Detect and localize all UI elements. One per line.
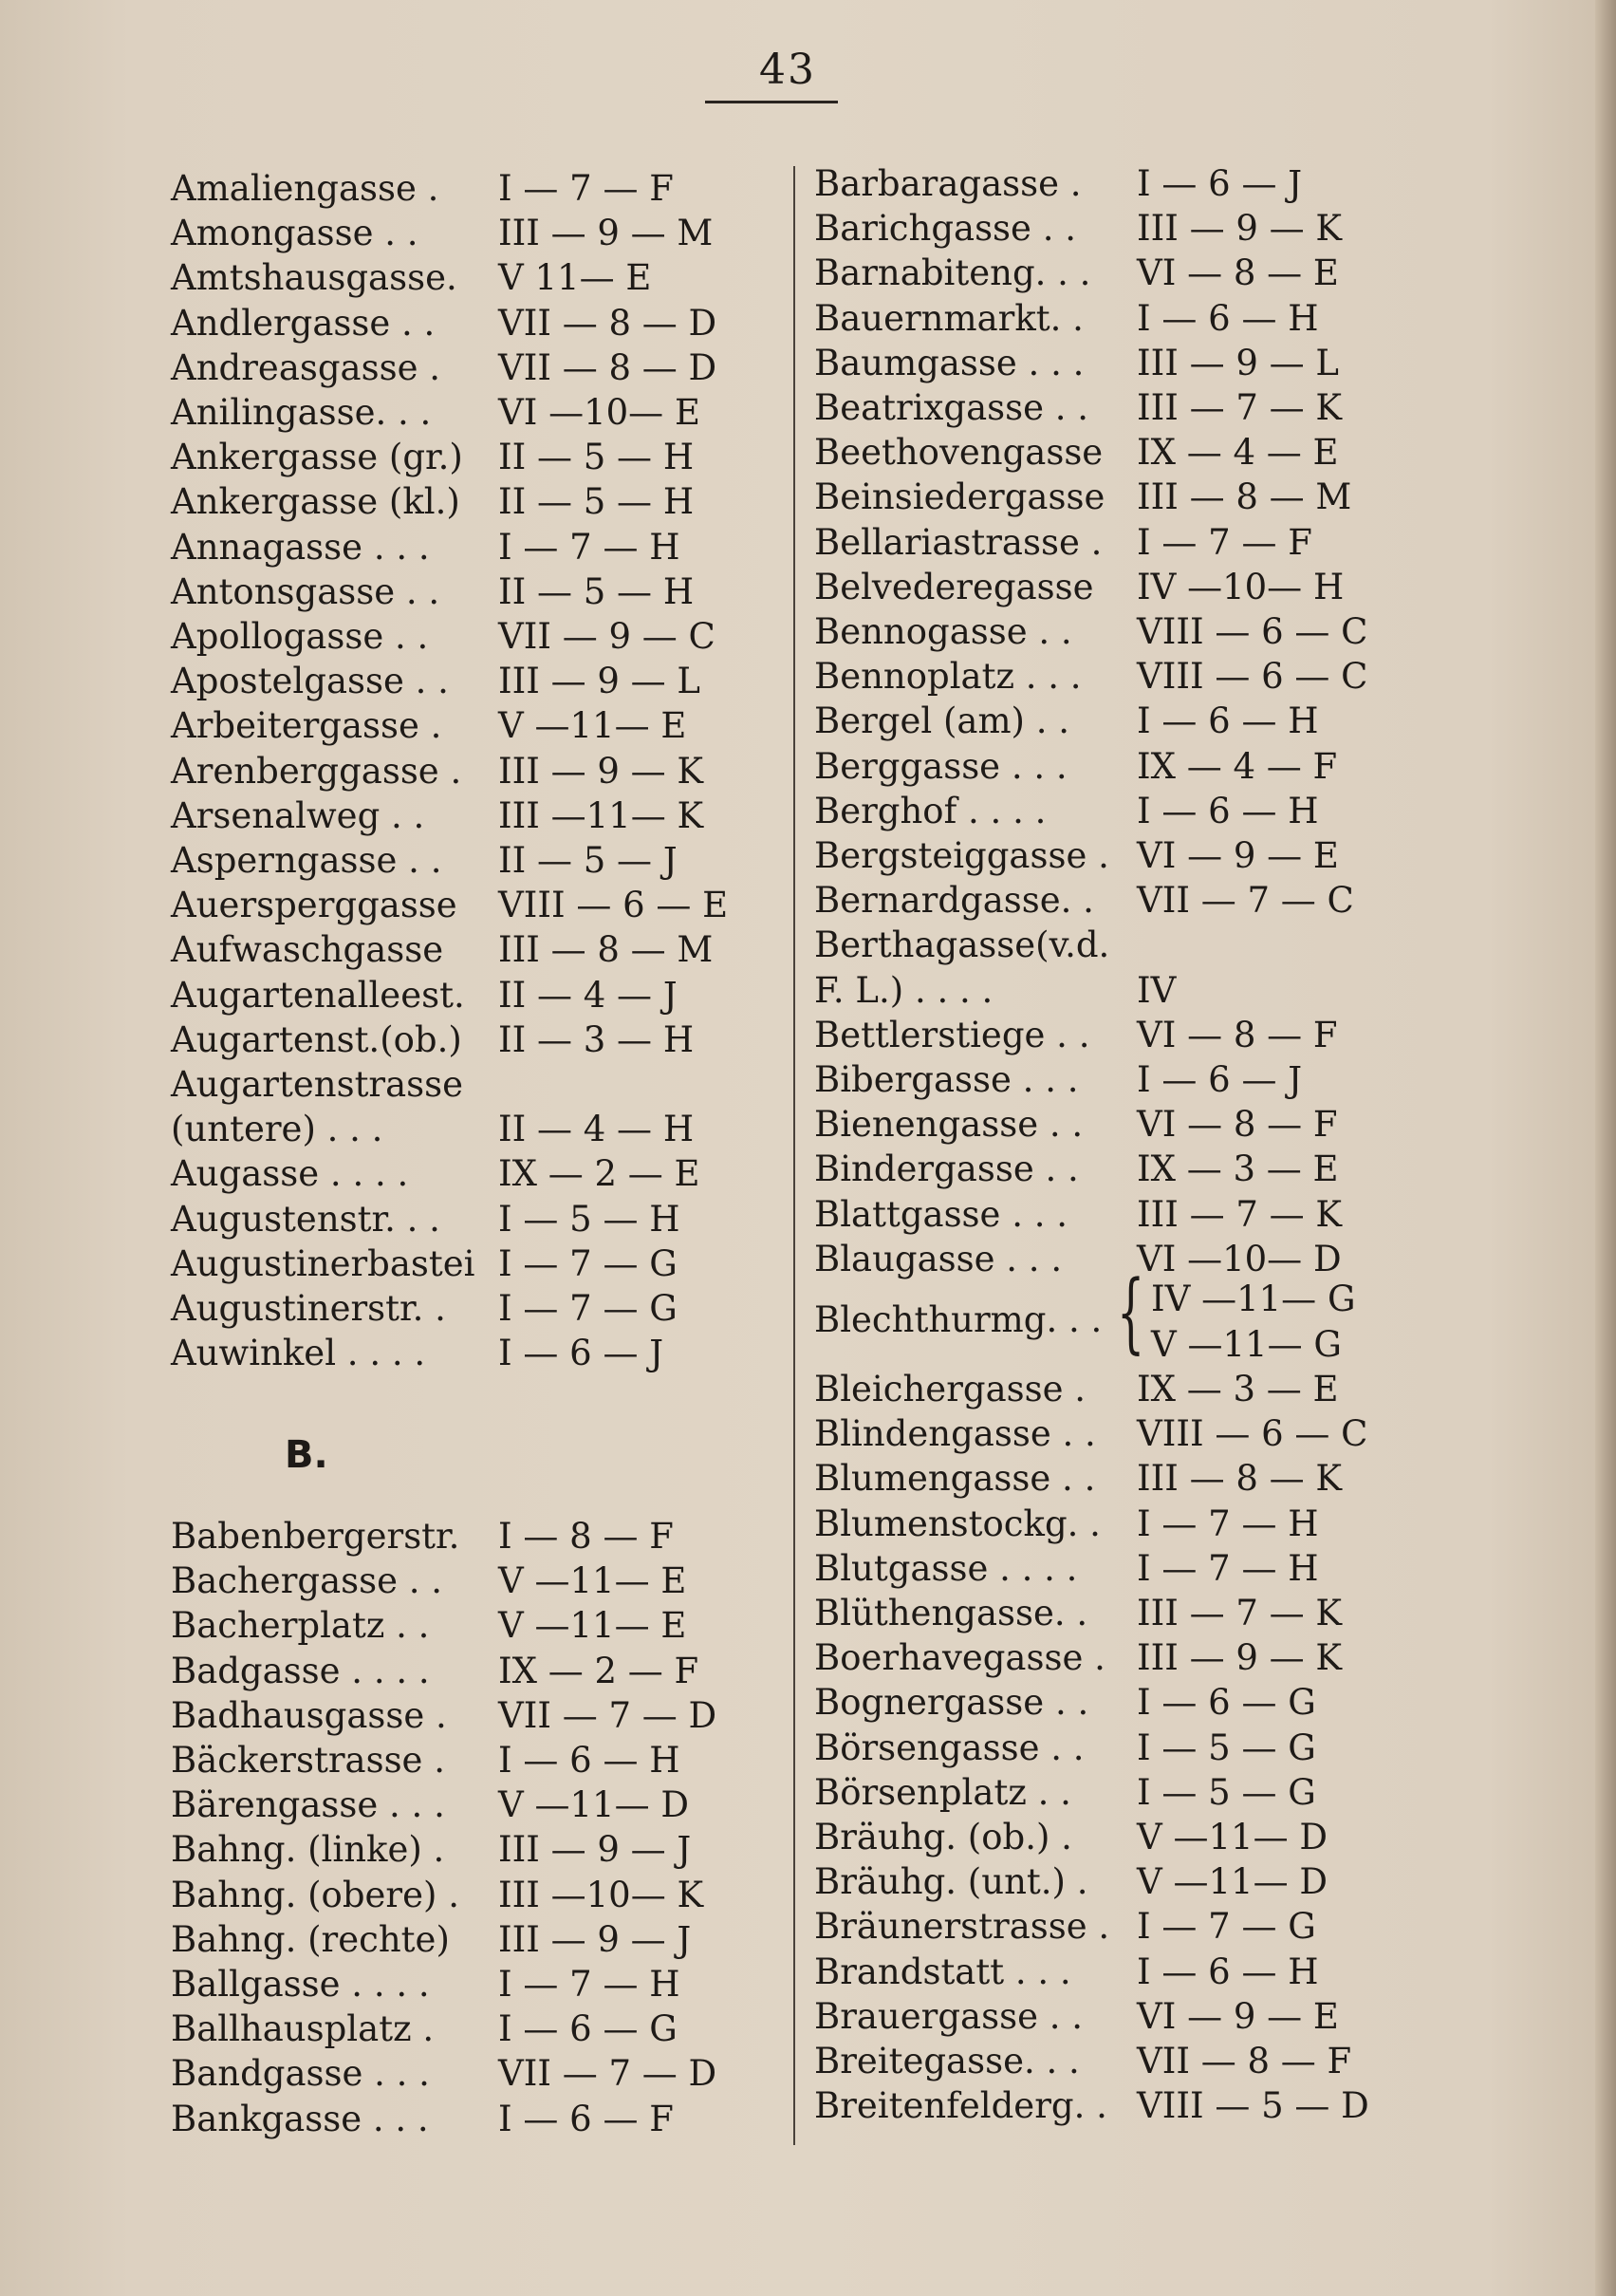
street-name: Andreasgasse .: [171, 346, 441, 388]
district-square-code: III — 7 — K: [1137, 387, 1343, 428]
district-square-code: IX — 2 — E: [498, 1153, 700, 1195]
street-name: Asperngasse . .: [171, 840, 442, 881]
district-square-code: III — 7 — K: [1137, 1593, 1343, 1633]
index-entry: [171, 1649, 759, 1693]
index-entry: [171, 1151, 759, 1196]
district-square-code: VII — 7 — D: [498, 1694, 717, 1736]
index-entry: [171, 2097, 759, 2141]
street-name: Bibergasse . . .: [814, 1059, 1079, 1100]
street-name: Brauergasse . .: [814, 1995, 1084, 2037]
page-edge: [1595, 0, 1616, 2296]
index-entry: [814, 1904, 1421, 1949]
district-square-code: II — 5 — J: [498, 840, 678, 881]
district-square-code: VI — 8 — F: [1137, 1104, 1338, 1146]
index-entry: [171, 1331, 759, 1375]
street-name: Bachergasse . .: [171, 1560, 443, 1602]
index-entry: [814, 2083, 1421, 2128]
district-square-code: VII — 9 — C: [498, 616, 715, 657]
street-name: Blüthengasse. .: [814, 1593, 1088, 1633]
district-square-code: III — 9 — L: [498, 661, 701, 702]
index-entry: [814, 789, 1421, 833]
district-square-code: I — 6 — J: [498, 1333, 664, 1374]
street-name: (untere) . . .: [171, 1109, 383, 1150]
district-square-code: IV —10— H: [1137, 566, 1345, 607]
street-name: Beinsiedergasse: [814, 476, 1105, 518]
page-number: 43: [759, 46, 816, 94]
index-entry: [814, 1057, 1421, 1102]
district-square-code: I — 6 — H: [498, 1740, 680, 1781]
district-square-code: I — 7 — H: [498, 526, 680, 568]
index-entry: [171, 1873, 759, 1917]
index-entry: [814, 699, 1421, 743]
district-square-code: I — 6 — G: [1137, 1682, 1316, 1724]
index-entry: [814, 878, 1421, 923]
page-number-rule: [705, 101, 838, 103]
district-square-code: I — 6 — F: [498, 2098, 674, 2139]
district-square-code: III — 9 — K: [1137, 208, 1343, 250]
district-square-code: V 11— E: [498, 257, 652, 299]
index-entry: [171, 1286, 759, 1331]
street-name: Blindengasse . .: [814, 1413, 1096, 1455]
street-name: Badgasse . . . .: [171, 1650, 430, 1691]
street-name: Brandstatt . . .: [814, 1951, 1071, 1992]
district-square-code: II — 5 — H: [498, 437, 695, 478]
street-name: Augasse . . . .: [171, 1153, 409, 1195]
street-name: Ballgasse . . . .: [171, 1964, 430, 2005]
index-entry: [171, 479, 759, 524]
index-entry: [814, 1411, 1421, 1456]
district-square-code: III — 9 — J: [498, 1918, 692, 1960]
street-name: Breitegasse. . .: [814, 2041, 1080, 2081]
district-square-code: II — 4 — H: [498, 1109, 695, 1150]
street-name: Ankergasse (kl.): [171, 481, 460, 523]
index-entry: [171, 569, 759, 614]
section-heading-b: B.: [285, 1433, 328, 1477]
index-entry: [814, 430, 1421, 475]
index-entry: [171, 211, 759, 255]
street-name: Augartenalleest.: [171, 974, 465, 1016]
index-entry: [814, 1367, 1421, 1411]
district-square-code: I — 6 — H: [1137, 1951, 1319, 1992]
street-name: Beethovengasse: [814, 432, 1104, 474]
street-name: Blutgasse . . . .: [814, 1547, 1078, 1589]
index-entry: [171, 345, 759, 390]
district-square-code: I — 7 — H: [498, 1964, 680, 2005]
index-entry: [171, 1514, 759, 1559]
index-entry: [814, 1680, 1421, 1725]
index-entry: [171, 1062, 759, 1107]
street-name: F. L.) . . . .: [814, 969, 994, 1011]
street-name: Bergel (am) . .: [814, 700, 1070, 742]
index-entry: [814, 1591, 1421, 1635]
district-square-code: VIII — 6 — C: [1137, 1413, 1368, 1455]
street-name: Bahng. (rechte): [171, 1918, 450, 1960]
street-name: Arsenalweg . .: [171, 794, 425, 836]
district-square-code: VI — 8 — F: [1137, 1014, 1338, 1055]
index-entry: [814, 1815, 1421, 1859]
index-entry: [171, 525, 759, 569]
street-name: Augartenst.(ob.): [171, 1018, 462, 1060]
district-square-code: I — 7 — F: [1137, 521, 1312, 563]
index-entry: [171, 614, 759, 659]
street-name: Berggasse . . .: [814, 745, 1068, 787]
index-entry: [814, 1147, 1421, 1191]
index-entry: [171, 703, 759, 748]
district-square-code: V —11— D: [1137, 1861, 1328, 1903]
district-square-code: VIII — 5 — D: [1137, 2085, 1369, 2127]
district-square-code: I — 5 — G: [1137, 1727, 1316, 1768]
street-name: Berthagasse(v.d.: [814, 924, 1110, 966]
street-name: Apostelgasse . .: [171, 661, 449, 702]
index-entry: [171, 2007, 759, 2051]
street-name: Andlergasse . .: [171, 302, 436, 344]
index-entry: [814, 1635, 1421, 1680]
street-name: Beatrixgasse . .: [814, 387, 1089, 428]
street-name: Barnabiteng. . .: [814, 252, 1091, 294]
district-square-code: III — 9 — K: [498, 750, 704, 792]
district-square-code: I — 7 — G: [498, 1288, 678, 1329]
index-entry: [814, 206, 1421, 251]
index-entry: [171, 927, 759, 972]
district-square-code: V —11— E: [498, 1560, 687, 1602]
district-square-code: V —11— D: [1137, 1817, 1328, 1857]
district-square-code: III — 8 — K: [1137, 1458, 1343, 1500]
street-name: Bennoplatz . . .: [814, 656, 1082, 698]
index-entry: [814, 251, 1421, 295]
index-entry: [814, 923, 1421, 967]
district-square-code: III — 9 — L: [1137, 342, 1340, 383]
district-square-code: II — 4 — J: [498, 974, 678, 1016]
street-name: Berghof . . . .: [814, 790, 1047, 831]
district-square-code: VI — 9 — E: [1137, 835, 1339, 876]
index-entry: [814, 654, 1421, 699]
district-square-code: II — 5 — H: [498, 570, 695, 612]
street-name: Augustinerbastei: [171, 1242, 475, 1284]
street-name: Bennogasse . .: [814, 611, 1072, 652]
index-entry: [171, 255, 759, 300]
street-name: Boerhavegasse .: [814, 1637, 1105, 1679]
index-entry: [171, 390, 759, 435]
street-name: Bellariastrasse .: [814, 521, 1103, 563]
district-square-code: VI —10— E: [498, 392, 700, 433]
district-square-code: II — 3 — H: [498, 1018, 695, 1060]
district-square-code: V —11— E: [498, 1605, 687, 1647]
district-square-code: VII — 8 — D: [498, 346, 717, 388]
index-entry: [171, 838, 759, 883]
index-entry: [814, 609, 1421, 654]
index-entry: [171, 301, 759, 345]
index-entry: [814, 1726, 1421, 1770]
index-entry: [814, 1859, 1421, 1904]
street-name: Bergsteiggasse .: [814, 835, 1109, 876]
index-entry: [814, 296, 1421, 341]
street-name: Bräunerstrasse .: [814, 1906, 1110, 1948]
column-divider: [793, 166, 795, 2145]
index-entry: [814, 1456, 1421, 1501]
index-entry: [171, 1603, 759, 1648]
district-square-code: VIII — 6 — C: [1137, 611, 1368, 652]
index-entry: [814, 565, 1421, 609]
street-name: Blechthurmg. . .: [814, 1299, 1103, 1340]
street-name: Auwinkel . . . .: [171, 1333, 426, 1374]
index-entry: [814, 833, 1421, 878]
index-entry: [814, 161, 1421, 206]
index-entry: [171, 1017, 759, 1062]
index-entry: [171, 793, 759, 838]
street-name: Bandgasse . . .: [171, 2053, 430, 2095]
district-square-code: VI —10— D: [1137, 1238, 1342, 1279]
index-entry: [171, 1241, 759, 1286]
district-square-code: VII — 7 — C: [1137, 880, 1354, 922]
street-name: Ballhausplatz .: [171, 2008, 435, 2050]
district-square-code: I — 6 — J: [1137, 1059, 1303, 1100]
street-name: Bankgasse . . .: [171, 2098, 429, 2139]
district-square-code: VI — 9 — E: [1137, 1995, 1339, 2037]
district-square-code: III —10— K: [498, 1874, 704, 1915]
index-entry: [171, 1783, 759, 1827]
index-entry: [171, 1559, 759, 1603]
district-square-code: II — 5 — H: [498, 481, 695, 523]
index-entry: [171, 1197, 759, 1241]
street-name: Bernardgasse. .: [814, 880, 1094, 922]
district-square-code: III — 8 — M: [1137, 476, 1352, 518]
district-square-code: VI — 8 — E: [1137, 252, 1339, 294]
index-entry: [814, 385, 1421, 430]
street-name: Breitenfelderg. .: [814, 2085, 1107, 2127]
street-name: Bindergasse . .: [814, 1148, 1079, 1190]
street-name: Anilingasse. . .: [171, 392, 432, 433]
district-square-code: IV: [1137, 969, 1177, 1011]
street-name: Blaugasse . . .: [814, 1238, 1063, 1279]
district-square-code: I — 7 — G: [1137, 1906, 1316, 1948]
district-square-code: I — 6 — H: [1137, 297, 1319, 339]
district-square-code: I — 7 — G: [498, 1242, 678, 1284]
street-name: Bacherplatz . .: [171, 1605, 430, 1647]
street-name: Blumenstockg. .: [814, 1503, 1101, 1544]
street-name: Blattgasse . . .: [814, 1193, 1068, 1235]
index-entry: [171, 973, 759, 1017]
district-square-code: I — 7 — H: [1137, 1547, 1319, 1589]
street-name: Bärengasse . . .: [171, 1784, 445, 1826]
district-square-code: III — 9 — J: [498, 1829, 692, 1871]
index-entry: [814, 1013, 1421, 1057]
street-name: Bettlerstiege . .: [814, 1014, 1090, 1055]
street-name: Börsengasse . .: [814, 1727, 1085, 1768]
street-name: Bognergasse . .: [814, 1682, 1089, 1724]
index-entry: [814, 520, 1421, 565]
index-entry: [814, 1192, 1421, 1237]
street-name: Antonsgasse . .: [171, 570, 440, 612]
district-square-code: IX — 3 — E: [1137, 1148, 1339, 1190]
brace-symbol: {: [1117, 1261, 1145, 1363]
street-name: Arbeitergasse .: [171, 705, 442, 747]
index-entry: [171, 1693, 759, 1738]
district-square-code: VIII — 6 — C: [1137, 656, 1368, 698]
district-square-code: III —11— K: [498, 794, 704, 836]
street-name: Blumengasse . .: [814, 1458, 1096, 1500]
index-entry: [814, 744, 1421, 789]
index-entry: [814, 341, 1421, 385]
district-square-code: III — 9 — K: [1137, 1637, 1343, 1679]
district-square-code: V —11— E: [498, 705, 687, 747]
street-name: Baumgasse . . .: [814, 342, 1085, 383]
index-entry: [814, 2039, 1421, 2083]
district-square-code: III — 7 — K: [1137, 1193, 1343, 1235]
street-name: Bauernmarkt. .: [814, 297, 1084, 339]
street-name: Börsenplatz . .: [814, 1771, 1071, 1813]
index-entry: [171, 659, 759, 703]
index-entry: [814, 1502, 1421, 1546]
street-name: Augustinerstr. .: [171, 1288, 446, 1329]
street-name: Babenbergerstr.: [171, 1516, 460, 1557]
street-name: Annagasse . . .: [171, 526, 430, 568]
street-name: Belvederegasse: [814, 566, 1094, 607]
index-entry: [171, 749, 759, 793]
district-square-code: IX — 3 — E: [1137, 1369, 1339, 1409]
district-square-code: VII — 7 — D: [498, 2053, 717, 2095]
street-name: Bahng. (obere) .: [171, 1874, 459, 1915]
index-entry: [171, 1827, 759, 1872]
street-name: Bäckerstrasse .: [171, 1740, 445, 1781]
index-entry: [171, 1738, 759, 1783]
index-entry: [814, 1770, 1421, 1815]
district-square-code: III — 9 — M: [498, 213, 714, 254]
street-name: Bräuhg. (ob.) .: [814, 1817, 1072, 1857]
district-square-code: V —11— G: [1151, 1324, 1342, 1365]
index-entry: [814, 1546, 1421, 1591]
index-entry: [171, 1917, 759, 1962]
street-name: Amongasse . .: [171, 213, 418, 254]
street-name: Barichgasse . .: [814, 208, 1076, 250]
street-name: Aufwaschgasse: [171, 929, 444, 971]
district-square-code: I — 5 — G: [1137, 1771, 1316, 1813]
district-square-code: III — 8 — M: [498, 929, 714, 971]
district-square-code: V —11— D: [498, 1784, 689, 1826]
district-square-code: VIII — 6 — E: [498, 885, 729, 926]
index-entry: [814, 1950, 1421, 1994]
district-square-code: VII — 8 — D: [498, 302, 717, 344]
street-name: Arenberggasse .: [171, 750, 462, 792]
district-square-code: I — 8 — F: [498, 1516, 674, 1557]
street-name: Bleichergasse .: [814, 1369, 1087, 1409]
district-square-code: IX — 4 — F: [1137, 745, 1338, 787]
index-entry: [171, 1107, 759, 1151]
district-square-code: I — 7 — F: [498, 168, 674, 209]
street-name: Bräuhg. (unt.) .: [814, 1861, 1088, 1903]
street-name: Amaliengasse .: [171, 168, 439, 209]
index-entry: [814, 1994, 1421, 2039]
street-name: Bahng. (linke) .: [171, 1829, 445, 1871]
district-square-code: IX — 2 — F: [498, 1650, 699, 1691]
street-name: Badhausgasse .: [171, 1694, 447, 1736]
district-square-code: I — 6 — J: [1137, 163, 1303, 204]
street-name: Barbaragasse .: [814, 163, 1082, 204]
street-name: Auersperggasse: [171, 885, 457, 926]
district-square-code: I — 6 — H: [1137, 700, 1319, 742]
district-square-code: I — 5 — H: [498, 1198, 680, 1240]
street-name: Amtshausgasse.: [171, 257, 457, 299]
street-name: Bienengasse . .: [814, 1104, 1084, 1146]
index-entry: [171, 2051, 759, 2096]
district-square-code: IV —11— G: [1151, 1279, 1356, 1319]
street-name: Apollogasse . .: [171, 616, 429, 657]
street-name: Ankergasse (gr.): [171, 437, 463, 478]
district-square-code: VII — 8 — F: [1137, 2041, 1352, 2081]
index-entry: [814, 968, 1421, 1013]
index-entry: [814, 1102, 1421, 1147]
street-name: Augustenstr. . .: [171, 1198, 440, 1240]
index-entry: [171, 166, 759, 211]
index-entry: [171, 1962, 759, 2007]
street-name: Augartenstrasse: [171, 1064, 464, 1105]
index-entry: [171, 883, 759, 927]
index-entry: [814, 475, 1421, 519]
district-square-code: I — 7 — H: [1137, 1503, 1319, 1544]
district-square-code: IX — 4 — E: [1137, 432, 1339, 474]
index-entry: [171, 435, 759, 479]
district-square-code: I — 6 — H: [1137, 790, 1319, 831]
district-square-code: I — 6 — G: [498, 2008, 678, 2050]
